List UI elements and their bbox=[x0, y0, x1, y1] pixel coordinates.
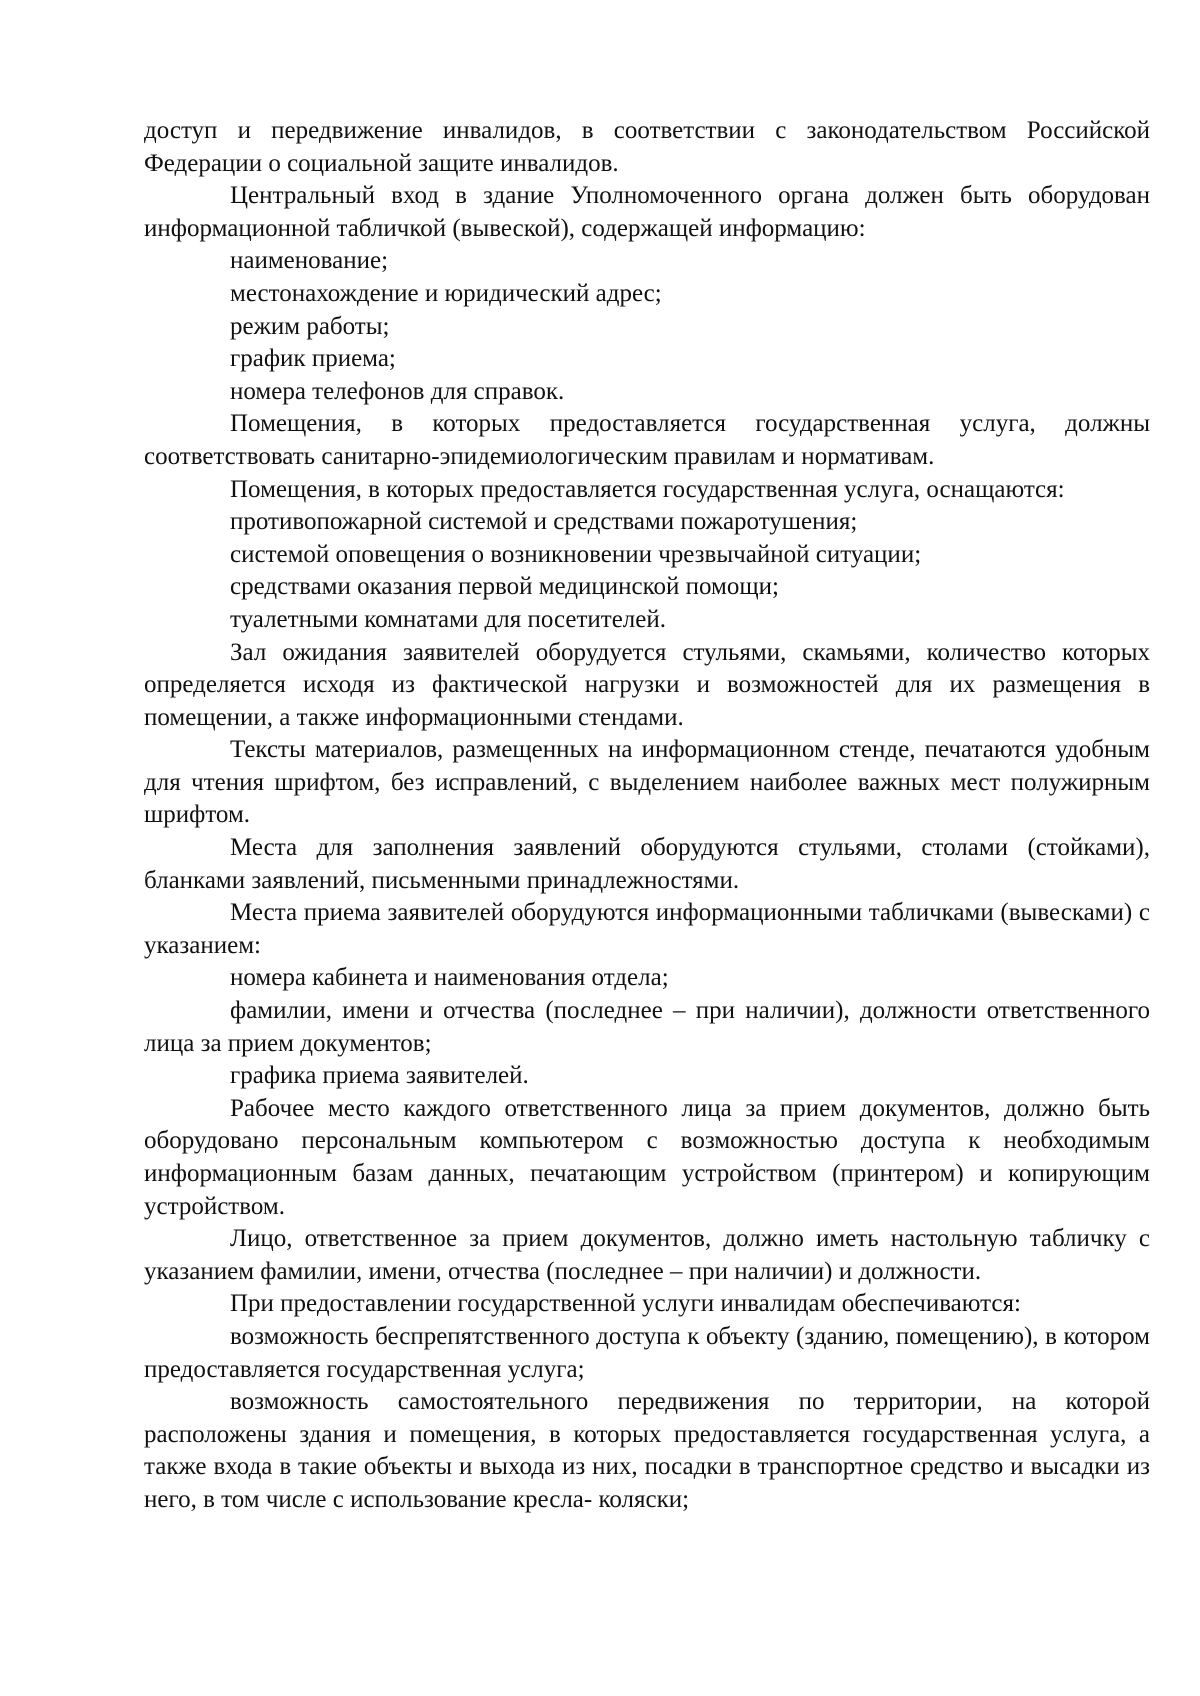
list-item: наименование; bbox=[230, 247, 389, 275]
list-item: средствами оказания первой медицинской помощи; bbox=[230, 573, 779, 601]
list-item: номера телефонов для справок. bbox=[230, 377, 565, 405]
paragraph: Рабочее место каждого ответственного лица за прием документов, должно быть оборудовано персональным компьютером с возможностью доступа к необходимым информационным базам данных, печатающим устройством (принтером) и копирующим устройством. bbox=[144, 1094, 1150, 1220]
list-item: туалетными комнатами для посетителей. bbox=[230, 605, 666, 633]
paragraph: Лицо, ответственное за прием документов, должно иметь настольную табличку с указанием фамилии, имени, отчества (последнее – при наличии) и должности. bbox=[144, 1225, 1150, 1285]
list-item: графика приема заявителей. bbox=[230, 1062, 529, 1090]
paragraph: Зал ожидания заявителей оборудуется стульями, скамьями, количество которых определяется исходя из фактической нагрузки и возможностей для их размещения в помещении, а также информационными стендами. bbox=[144, 638, 1150, 731]
list-item: системой оповещения о возникновении чрезвычайной ситуации; bbox=[230, 540, 922, 568]
paragraph: возможность самостоятельного передвижения по территории, на которой расположены здания и помещения, в которых предоставляется государственная услуга, а также входа в такие объекты и выхода из них, посадки в транспортное средство и высадки из него, в том числе с использование кресла- коляски; bbox=[144, 1388, 1150, 1513]
paragraph: возможность беспрепятственного доступа к объекту (зданию, помещению), в котором предоставляется государственная услуга; bbox=[144, 1322, 1150, 1383]
list-item: номера кабинета и наименования отдела; bbox=[230, 964, 669, 992]
list-item: противопожарной системой и средствами пожаротушения; bbox=[230, 508, 858, 536]
list-item: При предоставлении государственной услуги инвалидам обеспечиваются: bbox=[230, 1290, 1021, 1318]
list-item: график приема; bbox=[230, 345, 396, 373]
paragraph: Центральный вход в здание Уполномоченного органа должен быть оборудован информационной табличкой (вывеской), содержащей информацию: bbox=[144, 182, 1150, 242]
paragraph: Тексты материалов, размещенных на информационном стенде, печатаются удобным для чтения шрифтом, без исправлений, с выделением наиболее важных мест полужирным шрифтом. bbox=[144, 736, 1150, 829]
paragraph: Помещения, в которых предоставляется государственная услуга, должны соответствовать санитарно-эпидемиологическим правилам и нормативам. bbox=[144, 410, 1150, 470]
paragraph: доступ и передвижение инвалидов, в соответствии с законодательством Российской Федерации о социальной защите инвалидов. bbox=[144, 117, 1150, 177]
paragraph: фамилии, имени и отчества (последнее – при наличии), должности ответственного лица за прием документов; bbox=[144, 997, 1150, 1057]
list-item: режим работы; bbox=[230, 312, 390, 340]
document-page bbox=[144, 115, 1150, 1517]
list-item: местонахождение и юридический адрес; bbox=[230, 279, 662, 307]
paragraph: Места для заполнения заявлений оборудуются стульями, столами (стойками), бланками заявлений, письменными принадлежностями. bbox=[144, 834, 1150, 894]
paragraph: Помещения, в которых предоставляется государственная услуга, оснащаются: bbox=[230, 475, 1065, 503]
paragraph: Места приема заявителей оборудуются информационными табличками (вывесками) с указанием: bbox=[144, 899, 1150, 959]
